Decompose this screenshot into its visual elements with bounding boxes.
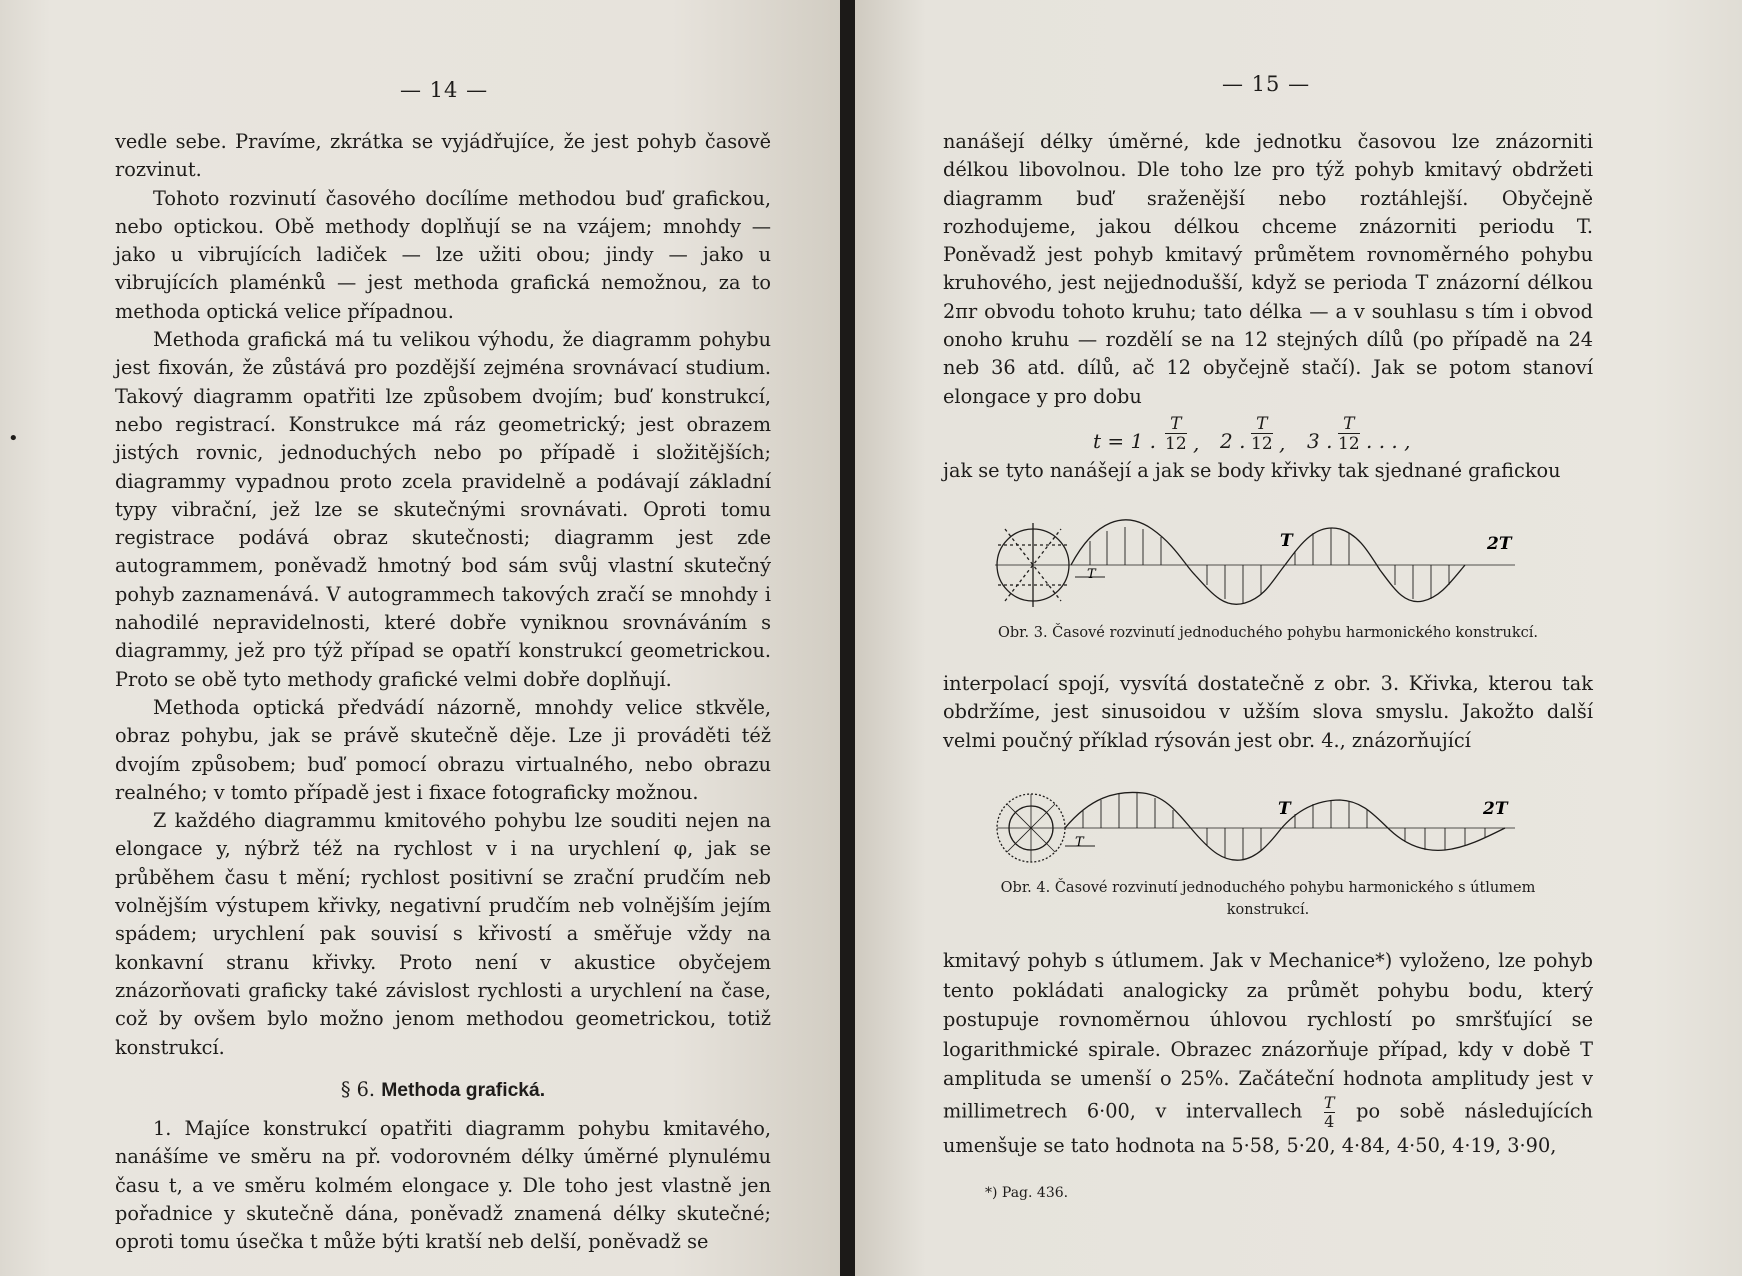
figure-4-caption-line: konstrukcí. bbox=[1226, 902, 1310, 918]
book-gutter bbox=[840, 0, 855, 1276]
fraction-numerator: T bbox=[1251, 415, 1273, 434]
paragraph: 1. Majíce konstrukcí opatřiti diagramm pohybu kmitavého, nanášíme ve směru na př. vodorovném délky úměrné plynulému času t, a ve směru kolmém elongace y. Dle toho jest vlastně jen pořadnice y skutečně dána, poněvadž znamená délky skutečné; oproti tomu úsečka t může býti kratší neb delší, poněvadž se bbox=[115, 1117, 771, 1254]
fraction-denominator: 12 bbox=[1165, 434, 1187, 454]
label-2T: 2T bbox=[1487, 534, 1512, 554]
fraction-numerator: T bbox=[1165, 415, 1187, 434]
formula-lhs: t = 1 . bbox=[1093, 429, 1156, 453]
fraction-numerator: T bbox=[1323, 1092, 1335, 1112]
right-text-block-1 bbox=[943, 128, 1593, 411]
paragraph-text: po sobě následujících umenšuje se tato hodnota na 5·58, 5·20, 4·84, 4·50, 4·19, 3·90, bbox=[943, 1099, 1593, 1157]
fraction bbox=[1251, 415, 1273, 454]
formula: t = 1 . $\frac{T}{12}$ , 2 . $\frac{T}{12}$ , 3 . $\frac{T}{12}$ . . . , bbox=[1093, 414, 1411, 455]
label-period-arrow: T bbox=[1075, 835, 1084, 850]
margin-dot: • bbox=[8, 428, 19, 449]
label-T: T bbox=[1278, 799, 1291, 819]
footnote: *) Pag. 436. bbox=[985, 1185, 1069, 1201]
right-text-line bbox=[943, 457, 1593, 485]
paragraph: nanášejí délky úměrné, kde jednotku časovou lze znázorniti délkou libovolnou. Dle toho lze pro týž pohyb kmitavý obdržeti diagramm buď sraženější nebo roztáhlejší. Obyčejně rozhodujeme, jakou délkou chceme znázorniti periodu T. Poněvadž jest pohyb kmitavý průmětem rovnoměrného pohybu kruhového, jest nejjednodušší, když se perioda T znázorní délkou 2πr obvodu tohoto kruhu; tato délka — a v souhlasu s tím i obvod onoho kruhu — rozdělí se na 12 stejných dílů (po případě na 24 neb 36 atd. dílů, ač 12 obyčejně stačí). Jak se potom stanoví elongace y pro dobu bbox=[943, 130, 1593, 408]
formula-coef: 3 . bbox=[1307, 429, 1333, 453]
label-2T: 2T bbox=[1483, 799, 1508, 819]
paragraph: Tohoto rozvinutí časového docílíme methodou buď grafickou, nebo optickou. Obě methody doplňují se na vzájem; mnohdy — jako u vibrujících ladiček — lze užiti obou; jindy — jako u vibrujících plaménků — jest methoda grafická nemožnou, za to methoda optická velice případnou. bbox=[115, 186, 771, 323]
paragraph: Methoda grafická má tu velikou výhodu, že diagramm pohybu jest fixován, že zůstává pro pozdější zejména srovnávací studium. Takový diagramm opatřiti lze způsobem dvojím; buď konstrukcí, nebo registrací. Konstrukce má ráz geometrický; jest obrazem jistých rovnic, jednoduchých nebo po případě i složitějších; diagrammy vypadnou proto zcela pravidelně a podávají základní typy vibrační, jež lze se skutečnými srovnávati. Oproti tomu registrace podává obraz skutečnosti; diagramm jest zde autogrammem, poněvadž hmotný bod sám svůj vlastní skutečný pohyb zaznamenává. V autogrammech takových zračí se mnohdy i nahodilé nepravidelnosti, které dobře vyniknou srovnáváním s diagrammy, jež pro týž případ se opatří konstrukcí geometrickou. Proto se obě tyto methody grafické velmi dobře doplňují. bbox=[115, 328, 771, 691]
right-text-block-3 bbox=[943, 946, 1593, 1160]
figure-3 bbox=[995, 515, 1525, 615]
figure-4 bbox=[995, 788, 1525, 878]
section-symbol: § 6. bbox=[340, 1077, 376, 1101]
paragraph: interpolací spojí, vysvítá dostatečně z obr. 3. Křivka, kterou tak obdržíme, jest sinusoidou v užším slova smyslu. Jakožto další velmi poučný příklad rýsován jest obr. 4., znázorňující bbox=[943, 672, 1593, 752]
figure-4-diagram bbox=[995, 788, 1525, 878]
section-heading bbox=[115, 1076, 771, 1105]
fraction-denominator: 12 bbox=[1338, 434, 1360, 454]
formula-tail: . . . , bbox=[1366, 429, 1411, 453]
paragraph: Methoda optická předvádí názorně, mnohdy velice stkvěle, obraz pohybu, jak se právě skutečně děje. Lze ji prováděti též dvojím způsobem; buď pomocí obrazu virtualného, nebo obrazu realného; v tomto případě jest i fixace fotograficky možnou. bbox=[115, 695, 771, 804]
fraction bbox=[1165, 415, 1187, 454]
paragraph: jak se tyto nanášejí a jak se body křivky tak sjednané grafickou bbox=[943, 459, 1561, 482]
figure-4-caption bbox=[943, 877, 1593, 921]
page-number: — 14 — bbox=[400, 78, 489, 102]
paragraph: Z každého diagrammu kmitového pohybu lze souditi nejen na elongace y, nýbrž též na rychlost v i na urychlení φ, jak se průběhem času t mění; rychlost positivní se zrační prudčím neb volnějším výstupem křivky, negativní prudčím neb volnějším jejím spádem; urychlení pak souvisí s křivostí a směřuje vždy na konkavní stranu křivky. Proto není v akustice obyčejem znázorňovati graficky také závislost rychlosti a urychlení na čase, což by ovšem bylo možno jenom methodou geometrickou, totiž konstrukcí. bbox=[115, 809, 771, 1059]
fraction bbox=[1324, 1094, 1335, 1131]
page-number: — 15 — bbox=[1222, 72, 1311, 96]
label-period-arrow: T bbox=[1087, 567, 1096, 582]
fraction-denominator: 4 bbox=[1324, 1111, 1335, 1131]
fraction-numerator: T bbox=[1338, 415, 1360, 434]
fraction-denominator: 12 bbox=[1251, 434, 1273, 454]
figure-3-diagram bbox=[995, 515, 1525, 615]
section-title: Methoda grafická. bbox=[381, 1079, 546, 1101]
paragraph-text: kmitavý pohyb s útlumem. Jak v Mechanice*) vyloženo, lze pohyb tento pokládati analogicky za průmět pohybu bodu, který postupuje rovnoměrnou úhlovou rychlostí po smršťující se logarithmické spirale. Obrazec znázorňuje případ, kdy v době T amplituda se umenší o 25%. Začáteční hodnota amplitudy jest v millimetrech 6·00, v intervallech bbox=[943, 949, 1593, 1122]
formula-coef: 2 . bbox=[1220, 429, 1246, 453]
figure-4-caption-line: Obr. 4. Časové rozvinutí jednoduchého pohybu harmonického s útlumem bbox=[1000, 880, 1536, 896]
right-text-block-2 bbox=[943, 670, 1593, 755]
fraction bbox=[1338, 415, 1360, 454]
paragraph: vedle sebe. Pravíme, zkrátka se vyjádřujíce, že jest pohyb časově rozvinut. bbox=[115, 130, 771, 182]
left-text-column bbox=[115, 128, 771, 1257]
label-T: T bbox=[1280, 531, 1293, 551]
paragraph bbox=[943, 946, 1593, 1160]
figure-3-caption: Obr. 3. Časové rozvinutí jednoduchého pohybu harmonického konstrukcí. bbox=[998, 625, 1538, 641]
